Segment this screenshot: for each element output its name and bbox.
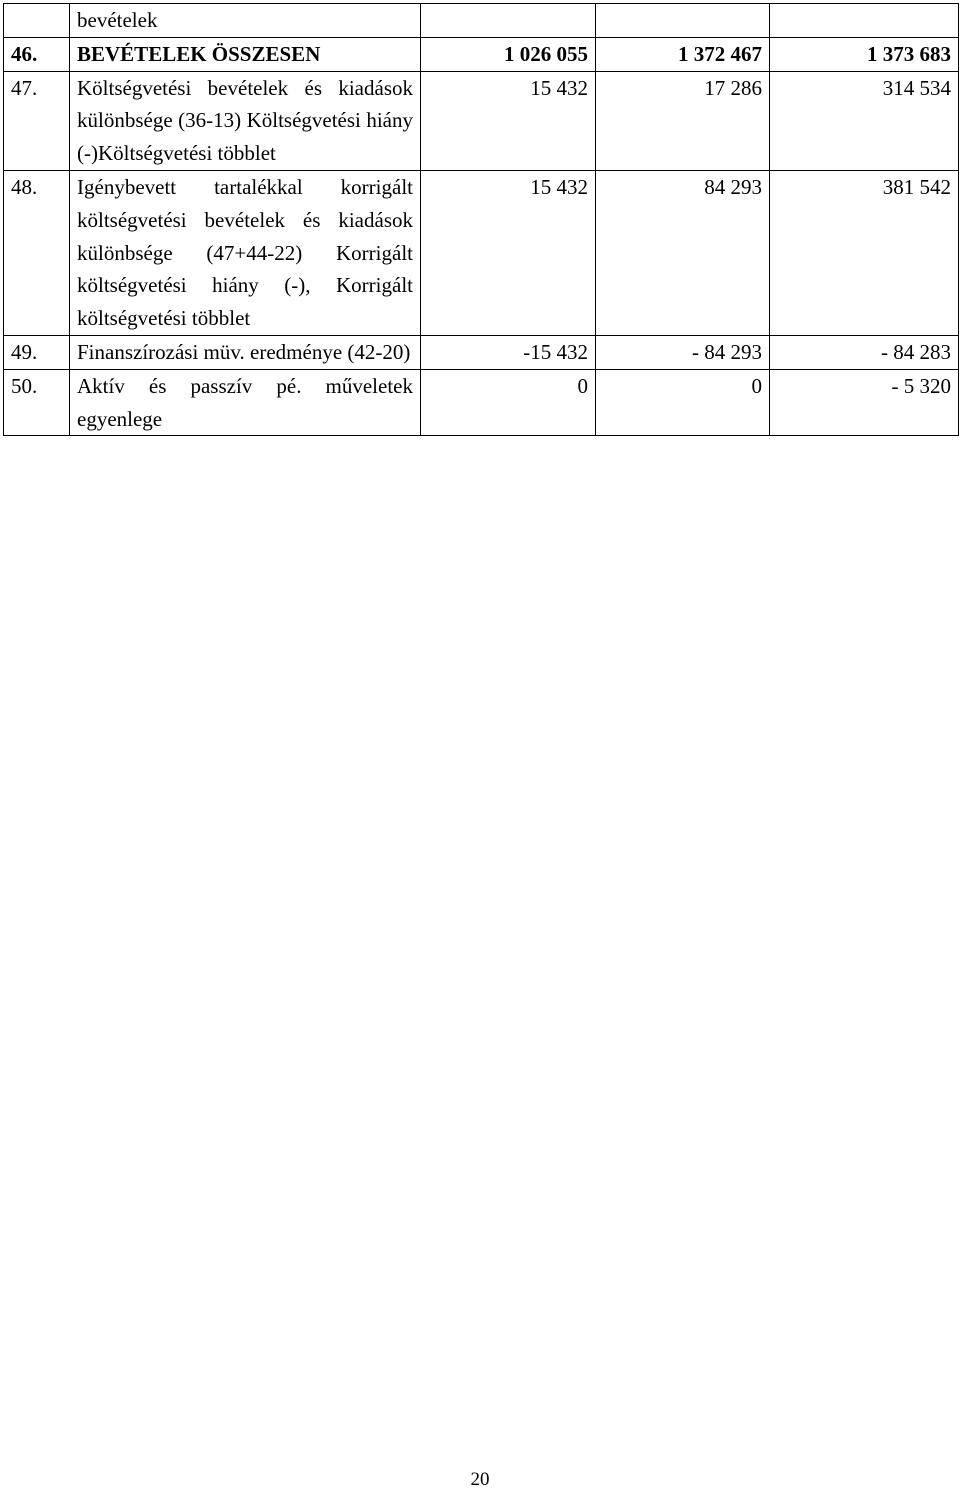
row-value-1: 1 026 055 [421,37,596,71]
row-value-2: 84 293 [596,170,770,335]
table-row [4,170,959,335]
row-value-3: - 84 283 [770,335,959,369]
budget-table [3,3,959,436]
page-number: 20 [470,1469,490,1490]
row-number: 47. [4,71,70,170]
row-value-1: -15 432 [421,335,596,369]
row-value-3: 1 373 683 [770,37,959,71]
row-value-1: 15 432 [421,71,596,170]
row-value-2: 0 [596,369,770,436]
row-label: Aktív és passzív pé. műveletek egyenlege [70,369,421,436]
row-label: BEVÉTELEK ÖSSZESEN [70,37,421,71]
row-value-1: 0 [421,369,596,436]
row-label: Költségvetési bevételek és kiadások különbsége (36-13) Költségvetési hiány (-)Költségvetési többlet [70,71,421,170]
row-value-1 [421,4,596,38]
row-number: 46. [4,37,70,71]
table-row-total [4,37,959,71]
table-row [4,335,959,369]
row-label: Igénybevett tartalékkal korrigált költségvetési bevételek és kiadások különbsége (47+44-22) Korrigált költségvetési hiány (-), Korrigált költségvetési többlet [70,170,421,335]
row-number: 50. [4,369,70,436]
row-value-2: 17 286 [596,71,770,170]
row-value-2: 1 372 467 [596,37,770,71]
table-row [4,4,959,38]
row-label: Finanszírozási müv. eredménye (42-20) [70,335,421,369]
row-number [4,4,70,38]
row-value-3 [770,4,959,38]
table-row [4,369,959,436]
row-value-3: - 5 320 [770,369,959,436]
row-value-2 [596,4,770,38]
table-row [4,71,959,170]
row-value-1: 15 432 [421,170,596,335]
row-label: bevételek [70,4,421,38]
row-value-3: 314 534 [770,71,959,170]
row-number: 48. [4,170,70,335]
row-number: 49. [4,335,70,369]
row-value-3: 381 542 [770,170,959,335]
row-value-2: - 84 293 [596,335,770,369]
